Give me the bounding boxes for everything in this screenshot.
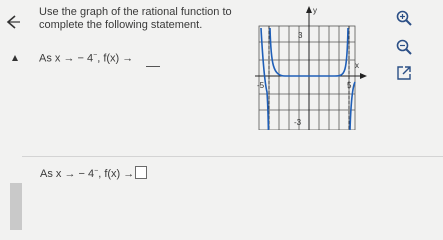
answer-blank-line	[146, 66, 160, 67]
zoom-in-icon[interactable]	[395, 9, 413, 27]
graph-grid	[259, 26, 355, 130]
label-right: 5	[347, 81, 352, 90]
section-divider	[22, 156, 443, 157]
label-top: 3	[298, 31, 303, 40]
zoom-out-icon[interactable]	[395, 38, 413, 56]
triangle-icon[interactable]	[12, 55, 18, 61]
statement-suffix: , f(x) →	[97, 52, 134, 65]
rational-function-graph	[255, 4, 375, 130]
statement	[39, 52, 133, 65]
statement-prefix: As x → − 4	[39, 52, 94, 65]
label-bottom: -3	[294, 118, 302, 127]
label-left: -5	[257, 81, 265, 90]
question-line-1: Use the graph of the rational function to	[39, 6, 232, 18]
curve-left-branch	[261, 28, 268, 130]
y-axis-arrow	[306, 6, 312, 13]
external-link-icon[interactable]	[395, 64, 413, 82]
function-curve	[261, 28, 355, 130]
left-rail	[0, 0, 22, 230]
chevron-left-icon[interactable]	[3, 13, 21, 31]
question-line-2: complete the following statement.	[39, 19, 203, 31]
question-text	[39, 6, 232, 32]
statement-superscript: −	[93, 52, 98, 59]
graph-axes	[255, 10, 363, 130]
answer-suffix: , f(x) →	[98, 168, 135, 180]
answer-superscript: −	[94, 167, 99, 175]
x-axis-label: x	[355, 61, 359, 70]
scroll-bar[interactable]	[10, 183, 22, 230]
answer-input-box[interactable]	[135, 166, 147, 179]
x-axis-arrow	[360, 73, 367, 79]
answer-row	[40, 166, 147, 180]
answer-prefix: As x → − 4	[40, 168, 95, 180]
y-axis-label: y	[313, 6, 317, 15]
